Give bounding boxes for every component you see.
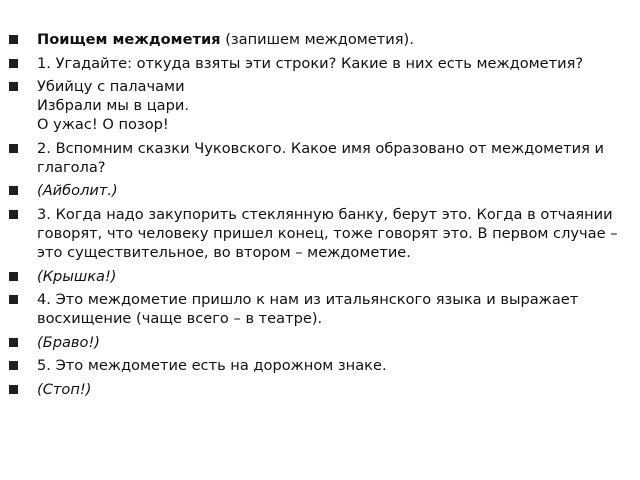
square-bullet-icon (9, 59, 18, 68)
question-text: 1. Угадайте: откуда взяты эти строки? Какие в них есть междометия? (37, 54, 584, 72)
square-bullet-icon (9, 272, 18, 281)
list-item (9, 290, 634, 328)
list-item (9, 77, 634, 134)
list-item (9, 267, 634, 286)
list-item (9, 205, 634, 262)
poem-line: Убийцу с палачами (37, 78, 185, 96)
square-bullet-icon (9, 385, 18, 394)
list-item (9, 54, 634, 73)
list-item (9, 181, 634, 200)
square-bullet-icon (9, 295, 18, 304)
answer-text: (Айболит.) (37, 182, 118, 200)
answer-text: (Браво!) (37, 333, 100, 351)
heading-bold-text: Поищем междометия (37, 31, 221, 48)
answer-text: (Крышка!) (37, 267, 117, 285)
square-bullet-icon (9, 82, 18, 91)
square-bullet-icon (9, 338, 18, 347)
square-bullet-icon (9, 186, 18, 195)
square-bullet-icon (9, 361, 18, 370)
list-item (9, 139, 634, 177)
question-text: 3. Когда надо закупорить стеклянную банку, берут это. Когда в отчаянии говорят, что человеку пришел конец, тоже говорят это. В первом случае – это существительное, во втором – междометие. (37, 205, 618, 261)
bullet-list (9, 30, 634, 399)
square-bullet-icon (9, 144, 18, 153)
answer-text: (Стоп!) (37, 380, 92, 398)
list-item (9, 333, 634, 352)
square-bullet-icon (9, 35, 18, 44)
poem-line: Избрали мы в цари. (37, 97, 190, 115)
question-text: 5. Это междометие есть на дорожном знаке. (37, 357, 387, 375)
heading-rest-text: (запишем междометия). (220, 31, 414, 48)
poem-line: О ужас! О позор! (37, 116, 169, 134)
question-text: 4. Это междометие пришло к нам из итальянского языка и выражает восхищение (чаще всего – в театре). (37, 291, 579, 328)
list-item (9, 30, 634, 49)
list-item (9, 356, 634, 375)
list-item (9, 380, 634, 399)
question-text: 2. Вспомним сказки Чуковского. Какое имя образовано от междометия и глагола? (37, 139, 605, 176)
square-bullet-icon (9, 210, 18, 219)
